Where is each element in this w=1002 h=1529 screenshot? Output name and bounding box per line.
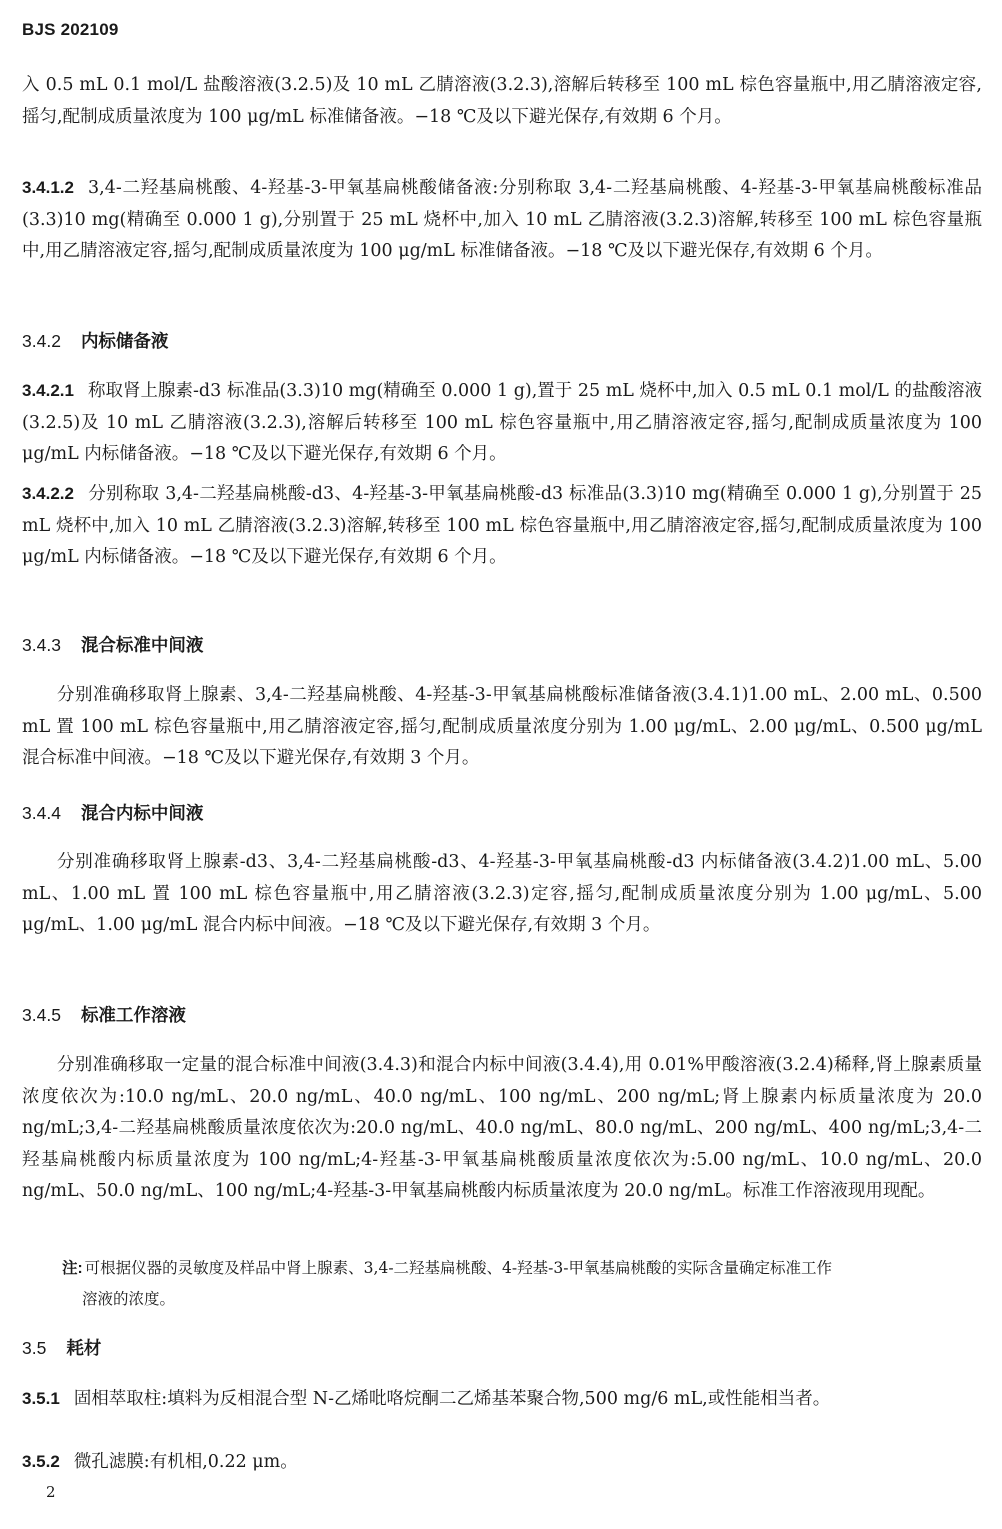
heading-title: 混合内标中间液 — [80, 803, 204, 823]
clause-text: 分别称取 3,4-二羟基扁桃酸-d3、4-羟基-3-甲氧基扁桃酸-d3 标准品(3.3)10 mg(精确至 0.000 1 g),分别置于 25 mL 烧杯中,加入 10 mL 乙腈溶液(3.2.3)溶解,转移至 100 mL 棕色容量瓶中,用乙腈溶液定容,摇匀,配制成质量浓度为 100 μg/mL 内标储备液。−18 ℃及以下避光保存,有效期 6 个月。 — [22, 484, 982, 567]
paragraph-3-4-1-1-continuation — [22, 70, 982, 133]
paragraph-3-4-3 — [22, 680, 982, 775]
heading-3-4-5 — [22, 1000, 982, 1031]
heading-number: 3.5 — [22, 1338, 47, 1358]
note-label: 注: — [62, 1260, 83, 1277]
heading-3-4-4 — [22, 798, 982, 829]
paragraph-text: 分别准确移取肾上腺素-d3、3,4-二羟基扁桃酸-d3、4-羟基-3-甲氧基扁桃酸-d3 内标储备液(3.4.2)1.00 mL、5.00 mL、1.00 mL 置 100 mL 棕色容量瓶中,用乙腈溶液(3.2.3)定容,摇匀,配制成质量浓度分别为 1.00 μg/mL、5.00 μg/mL、1.00 μg/mL 混合内标中间液。−18 ℃及以下避光保存,有效期 3 个月。 — [22, 852, 982, 935]
clause-3-5-2 — [22, 1446, 982, 1479]
note — [22, 1253, 982, 1314]
note-text-line1: 可根据仪器的灵敏度及样品中肾上腺素、3,4-二羟基扁桃酸、4-羟基-3-甲氧基扁桃酸的实际含量确定标准工作 — [84, 1259, 832, 1277]
clause-3-4-1-2 — [22, 172, 982, 268]
paragraph-3-4-5 — [22, 1050, 982, 1208]
clause-number: 3.5.1 — [22, 1389, 60, 1408]
heading-title: 内标储备液 — [80, 331, 169, 351]
clause-text: 称取肾上腺素-d3 标准品(3.3)10 mg(精确至 0.000 1 g),置于 25 mL 烧杯中,加入 0.5 mL 0.1 mol/L 的盐酸溶液(3.2.5)及 10 mL 乙腈溶液(3.2.3),溶解后转移至 100 mL 棕色容量瓶中,用乙腈溶液定容,摇匀,配制成质量浓度为 100 μg/mL 内标储备液。−18 ℃及以下避光保存,有效期 6 个月。 — [22, 381, 982, 464]
paragraph-text: 入 0.5 mL 0.1 mol/L 盐酸溶液(3.2.5)及 10 mL 乙腈溶液(3.2.3),溶解后转移至 100 mL 棕色容量瓶中,用乙腈溶液定容,摇匀,配制成质量浓度为 100 μg/mL 标准储备液。−18 ℃及以下避光保存,有效期 6 个月。 — [22, 75, 982, 127]
heading-3-5 — [22, 1333, 982, 1364]
paragraph-text: 分别准确移取一定量的混合标准中间液(3.4.3)和混合内标中间液(3.4.4),用 0.01%甲酸溶液(3.2.4)稀释,肾上腺素质量浓度依次为:10.0 ng/mL、20.0 ng/mL、40.0 ng/mL、100 ng/mL、200 ng/mL;肾上腺素内标质量浓度为 20.0 ng/mL;3,4-二羟基扁桃酸质量浓度依次为:20.0 ng/mL、40.0 ng/mL、80.0 ng/mL、200 ng/mL、400 ng/mL;3,4-二羟基扁桃酸内标质量浓度为 100 ng/mL;4-羟基-3-甲氧基扁桃酸质量浓度依次为:5.00 ng/mL、10.0 ng/mL、20.0 ng/mL、50.0 ng/mL、100 ng/mL;4-羟基-3-甲氧基扁桃酸内标质量浓度为 20.0 ng/mL。标准工作溶液现用现配。 — [22, 1055, 982, 1201]
paragraph-3-4-4 — [22, 847, 982, 942]
clause-text: 微孔滤膜:有机相,0.22 μm。 — [73, 1452, 298, 1472]
heading-number: 3.4.2 — [22, 331, 61, 351]
heading-3-4-2 — [22, 326, 982, 357]
clause-number: 3.4.2.1 — [22, 381, 74, 400]
heading-title: 标准工作溶液 — [80, 1005, 186, 1025]
document-code-header: BJS 202109 — [22, 20, 119, 39]
heading-title: 耗材 — [66, 1338, 102, 1358]
heading-number: 3.4.3 — [22, 635, 61, 655]
heading-3-4-3 — [22, 630, 982, 661]
page-number: 2 — [46, 1483, 56, 1501]
paragraph-text: 分别准确移取肾上腺素、3,4-二羟基扁桃酸、4-羟基-3-甲氧基扁桃酸标准储备液(3.4.1)1.00 mL、2.00 mL、0.500 mL 置 100 mL 棕色容量瓶中,用乙腈溶液定容,摇匀,配制成质量浓度分别为 1.00 μg/mL、2.00 μg/mL、0.500 μg/mL 混合标准中间液。−18 ℃及以下避光保存,有效期 3 个月。 — [22, 685, 982, 768]
note-text-line2: 溶液的浓度。 — [82, 1290, 176, 1308]
clause-3-5-1 — [22, 1383, 982, 1416]
heading-number: 3.4.5 — [22, 1005, 61, 1025]
clause-text: 3,4-二羟基扁桃酸、4-羟基-3-甲氧基扁桃酸储备液:分别称取 3,4-二羟基扁桃酸、4-羟基-3-甲氧基扁桃酸标准品(3.3)10 mg(精确至 0.000 1 g),分别置于 25 mL 烧杯中,加入 10 mL 乙腈溶液(3.2.3)溶解,转移至 100 mL 棕色容量瓶中,用乙腈溶液定容,摇匀,配制成质量浓度为 100 μg/mL 标准储备液。−18 ℃及以下避光保存,有效期 6 个月。 — [22, 178, 982, 261]
clause-3-4-2-1 — [22, 375, 982, 471]
clause-number: 3.5.2 — [22, 1452, 60, 1471]
clause-number: 3.4.1.2 — [22, 178, 74, 197]
clause-text: 固相萃取柱:填料为反相混合型 N-乙烯吡咯烷酮二乙烯基苯聚合物,500 mg/6 mL,或性能相当者。 — [73, 1389, 831, 1409]
clause-number: 3.4.2.2 — [22, 484, 74, 503]
clause-3-4-2-2 — [22, 478, 982, 574]
heading-number: 3.4.4 — [22, 803, 61, 823]
heading-title: 混合标准中间液 — [80, 635, 204, 655]
